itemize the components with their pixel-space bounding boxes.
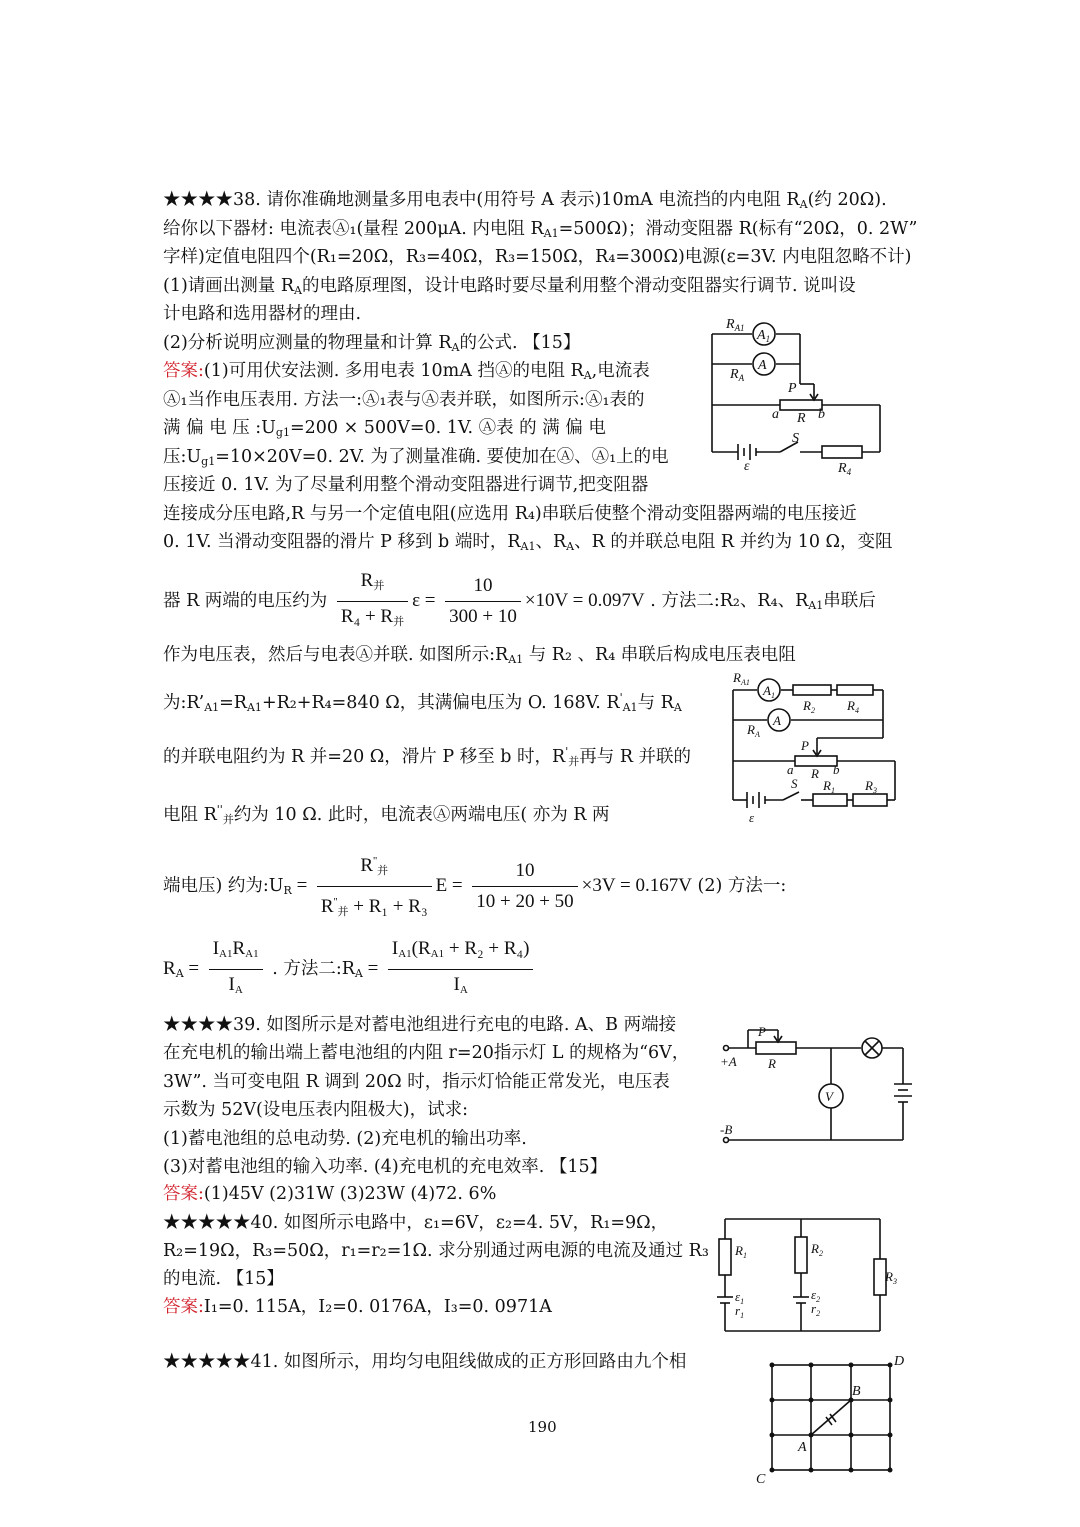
fraction-ur: $\frac{R''_并}{R''_并 + R_1 + R_3}$	[317, 846, 432, 927]
svg-text:P: P	[758, 1024, 766, 1039]
q40-line-3: 的电流. 【15】	[163, 1269, 284, 1289]
q39-answer: 答案:(1)45V (2)31W (3)23W (4)72. 6%	[163, 1184, 497, 1204]
q38-answer-line-10: 为$:R’_{A1}=R_{A1}+R_2+R_4=840$ Ω，其满偏电压为 O. 168V. $R'_{A1}$与 $R_A$	[163, 691, 682, 714]
svg-text:ε2: $\varepsilon_2$	[811, 1287, 821, 1304]
q40-answer: 答案:I₁=0. 115A，I₂=0. 0176A，I₃=0. 0971A	[163, 1297, 552, 1317]
q39-line-4: 示数为 52V(设电压表内阻极大)，试求:	[163, 1100, 469, 1120]
q39-line-3: 3W”. 当可变电阻 R 调到 20Ω 时，指示灯恰能正常发光，电压表	[163, 1072, 670, 1092]
q38-answer-line-5: 压接近 0. 1V. 为了尽量利用整个滑动变阻器进行调节,把变阻器	[163, 475, 649, 495]
q38-answer-line-4: 压$:U_{g1}=10\times 20V=0$. 2V. 为了测量准确. 要使加在Ⓐ、Ⓐ₁上的电	[163, 447, 669, 468]
svg-text:D: D	[894, 1354, 905, 1369]
fraction-ra-method1: $\frac{I_{A1}R_{A1}}{I_A}$	[209, 934, 263, 1005]
svg-text:R2: $R_2$	[811, 1241, 823, 1258]
fraction-ra-method2: $\frac{I_{A1}(R_{A1} + R_2 + R_4)}{I_A}$	[388, 934, 534, 1005]
svg-text:A: A	[798, 1440, 807, 1455]
svg-text:A1: $A_1$	[757, 328, 771, 344]
q38-line-4: (1)请画出测量 $R_A$的电路原理图，设计电路时要尽量利用整个滑动变阻器实行调节. 说叫设	[163, 276, 856, 297]
svg-text:A1: $A_1$	[763, 683, 775, 700]
q38-answer-line-6: 连接成分压电路,R 与另一个定值电阻(应选用 R₄)串联后使整个滑动变阻器两端的电压接近	[163, 504, 857, 524]
q38-answer-line-12: 电阻 $R''_并$约为 10 Ω. 此时，电流表Ⓐ两端电压( 亦为 R 两	[163, 803, 610, 826]
q38-answer-line-13: 端电压) 约为$:U_R$ = $\frac{R''_并}{R''_并 + R_1 + R_3}$ E = $\frac{10}{10 + 20 + 50}$ ×3V = 0.167V (2) 方法一:	[163, 846, 786, 927]
svg-text:R: R	[768, 1056, 776, 1071]
q39-line-5: (1)蓄电池组的总电动势. (2)充电机的输出功率.	[163, 1129, 527, 1149]
q38-line-6: (2)分析说明应测量的物理量和计算 $R_A$的公式. 【15】	[163, 333, 581, 354]
q38-line-1: ★★★★38. 请你准确地测量多用电表中(用符号 A 表示)10mA 电流挡的内电阻 $R_A$(约 20Ω).	[163, 190, 887, 211]
q38-answer-line-14: $R_A$ = $\frac{I_{A1}R_{A1}}{I_A}$ . 方法二$:R_A$ = $\frac{I_{A1}(R_{A1} + R_2 + R_4)}{I_A}$	[163, 934, 537, 1006]
q38-answer-line-3: 满 偏 电 压 $:U_{g1}=200 \times 500V=0$. 1V. Ⓐ表 的 满 偏 电	[163, 418, 606, 439]
svg-text:P: P	[788, 381, 797, 396]
q38-line-5: 计电路和选用器材的理由.	[163, 304, 362, 324]
svg-text:RA1: $R_{A1}$	[733, 670, 750, 687]
q38-line-2: 给你以下器材: 电流表Ⓐ₁(量程 200μA. 内电阻 $R_{A1}=500\Omega$)；滑动变阻器 R(标有“20Ω，0. 2W”	[163, 219, 918, 240]
svg-text:b: b	[833, 762, 840, 777]
page-number: 190	[528, 1418, 557, 1436]
svg-text:S: S	[792, 431, 799, 446]
svg-text:R1: $R_1$	[735, 1243, 747, 1260]
svg-text:RA1: $R_{A1}$	[726, 317, 745, 333]
svg-text:R: R	[811, 766, 819, 781]
svg-text:C: C	[756, 1472, 766, 1487]
svg-text:ε1: $\varepsilon_1$	[735, 1289, 745, 1306]
q40-line-1: ★★★★★40. 如图所示电路中，ε₁=6V，ε₂=4. 5V，R₁=9Ω，	[163, 1213, 669, 1233]
svg-text:R3: $R_3$	[885, 1269, 897, 1286]
svg-text:R4: $R_4$	[838, 461, 852, 477]
svg-text:A: A	[773, 713, 781, 728]
svg-text:RA: $R_A$	[747, 722, 760, 739]
svg-text:a: a	[787, 762, 794, 777]
svg-text:r2: $r_2$	[811, 1301, 821, 1318]
svg-text:R2: $R_2$	[803, 698, 815, 715]
q38-answer-line-8: 器 R 两端的电压约为 $\frac{R_并}{R_4 + R_并}$ ε = $\frac{10}{300 + 10}$ ×10V = 0.097V . 方法二:R₂、R₄、$R_{A1}$串联后	[163, 566, 876, 637]
svg-text:R4: $R_4$	[847, 698, 859, 715]
svg-text:R1: $R_1$	[823, 778, 835, 795]
q38-answer-line-2: Ⓐ₁当作电压表用. 方法一:Ⓐ₁表与Ⓐ表并联，如图所示:Ⓐ₁表的	[163, 390, 645, 410]
q38-line-3: 字样)定值电阻四个(R₁=20Ω，R₃=40Ω，R₃=150Ω，R₄=300Ω)电源(ε=3V. 内电阻忽略不计)	[163, 247, 912, 267]
circuit-figure-3	[718, 1020, 918, 1150]
svg-text:S: S	[791, 776, 798, 791]
circuit-figure-2	[725, 670, 905, 830]
q38-answer-line-7: 0. 1V. 当滑动变阻器的滑片 P 移到 b 端时，$R_{A1}$、$R_A$、R 的并联总电阻 R 并约为 10 Ω，变阻	[163, 532, 893, 553]
circuit-figure-1	[700, 312, 890, 487]
svg-text:RA: $R_A$	[730, 367, 745, 383]
svg-text:ε: ε	[749, 810, 755, 825]
svg-text:P: P	[801, 738, 809, 753]
svg-text:R3: $R_3$	[865, 778, 877, 795]
fraction-10-over-310: $\frac{10}{300 + 10}$	[445, 571, 521, 632]
svg-text:b: b	[818, 407, 825, 422]
svg-text:R: R	[797, 411, 806, 426]
q40-line-2: R₂=19Ω，R₃=50Ω，r₁=r₂=1Ω. 求分别通过两电源的电流及通过 R₃	[163, 1241, 709, 1261]
q39-line-2: 在充电机的输出端上蓄电池组的内阻 r=20指示灯 L 的规格为“6V，	[163, 1043, 690, 1063]
svg-text:a: a	[772, 407, 779, 422]
svg-text:r1: $r_1$	[735, 1303, 745, 1320]
fraction-rbing-over-sum: $\frac{R_并}{R_4 + R_并}$	[337, 566, 408, 637]
q38-answer-line-1: 答案:(1)可用伏安法测. 多用电表 10mA 挡Ⓐ的电阻 $R_A$,电流表	[163, 361, 650, 382]
svg-text:B: B	[852, 1384, 861, 1399]
q41-line-1: ★★★★★41. 如图所示，用均匀电阻线做成的正方形回路由九个相	[163, 1352, 687, 1372]
q38-answer-line-9: 作为电压表，然后与电表Ⓐ并联. 如图所示$:R_{A1}$ 与 R₂ 、R₄ 串联后构成电压表电阻	[163, 645, 796, 666]
svg-text:A: A	[758, 358, 767, 373]
circuit-figure-4	[715, 1213, 895, 1338]
svg-text:ε: ε	[744, 459, 750, 474]
svg-text:-B: -B	[720, 1122, 733, 1137]
grid-figure	[752, 1355, 912, 1485]
svg-text:+A: +A	[720, 1054, 737, 1069]
fraction-10-over-80: $\frac{10}{10 + 20 + 50}$	[472, 856, 577, 917]
q38-answer-line-11: 的并联电阻约为 R 并=20 Ω，滑片 P 移至 b 时，$R'_并$再与 R 并联的	[163, 745, 692, 768]
q39-line-6: (3)对蓄电池组的输入功率. (4)充电机的充电效率. 【15】	[163, 1157, 608, 1177]
svg-text:V: V	[825, 1089, 833, 1104]
q39-line-1: ★★★★39. 如图所示是对蓄电池组进行充电的电路. A、B 两端接	[163, 1015, 677, 1035]
